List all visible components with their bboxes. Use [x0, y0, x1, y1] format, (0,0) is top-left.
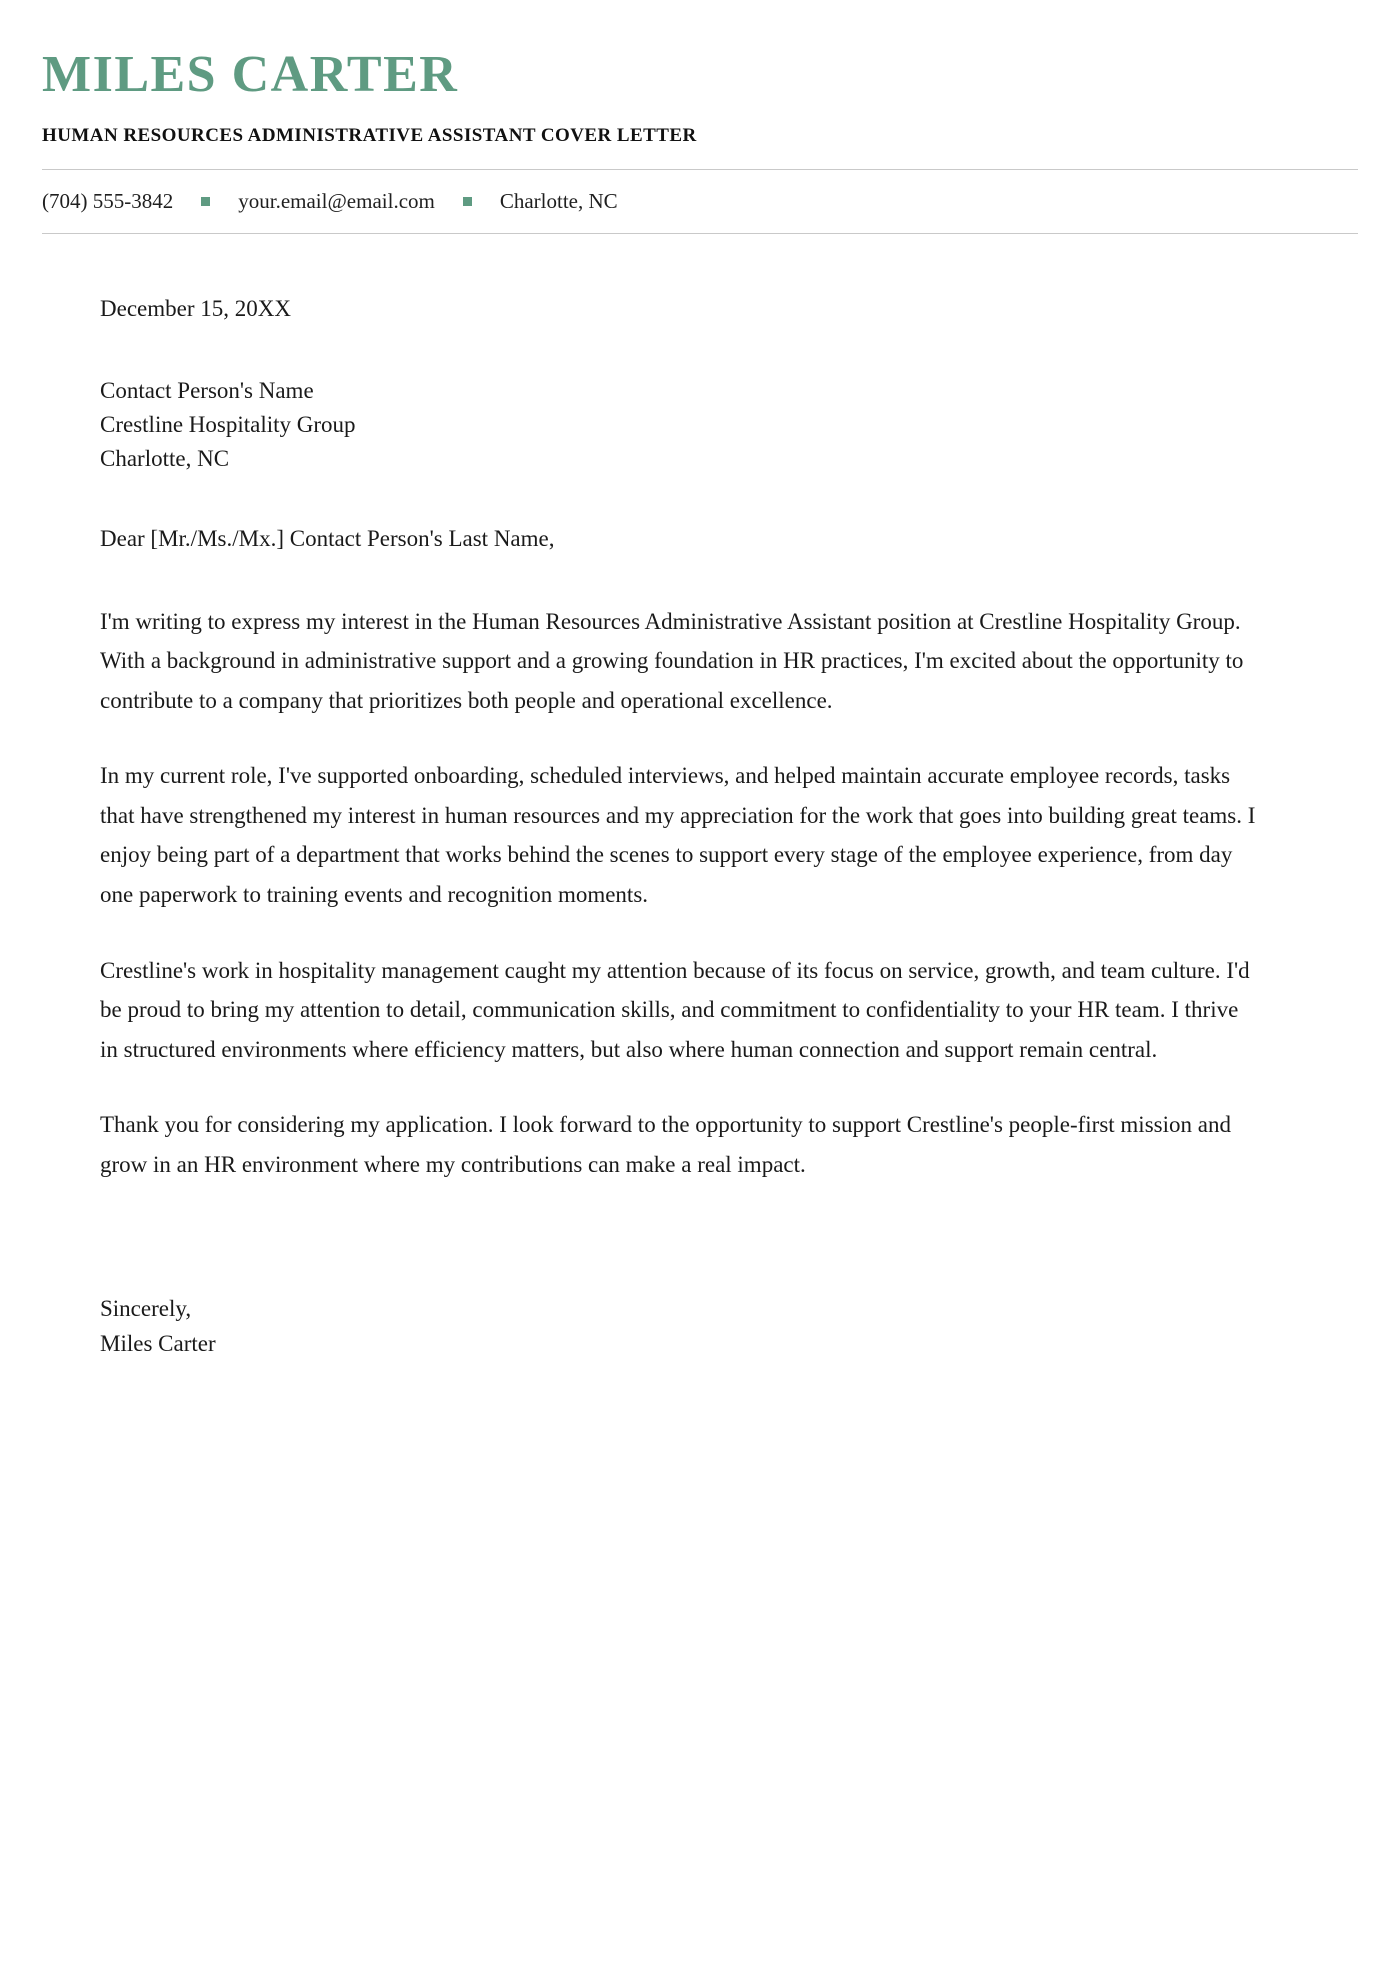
letter-header	[0, 0, 1400, 234]
recipient-location: Charlotte, NC	[100, 445, 230, 471]
letter-subtitle: HUMAN RESOURCES ADMINISTRATIVE ASSISTANT COVER LETTER	[42, 124, 697, 146]
date-block	[100, 292, 1260, 326]
letter-body	[0, 234, 1400, 1363]
closing-valediction: Sincerely,	[100, 1296, 192, 1322]
letter-date: December 15, 20XX	[100, 295, 291, 321]
body-paragraph: In my current role, I've supported onboarding, scheduled interviews, and helped maintain accurate employee records, tasks that have strengthened my interest in human resources and my appreciation for the work that goes into building great teams. I enjoy being part of a department that works behind the scenes to support every stage of the employee experience, from day one paperwork to training events and recognition moments.	[100, 763, 1256, 908]
recipient-company: Crestline Hospitality Group	[100, 411, 356, 437]
contact-email: your.email@email.com	[238, 188, 435, 213]
body-paragraph: I'm writing to express my interest in the Human Resources Administrative Assistant position at Crestline Hospitality Group. With a background in administrative support and a growing foundation in HR practices, I'm excited about the opportunity to contribute to a company that prioritizes both people and operational excellence.	[100, 608, 1244, 713]
contact-location: Charlotte, NC	[499, 188, 618, 213]
salutation: Dear [Mr./Ms./Mx.] Contact Person's Last Name,	[100, 525, 555, 551]
page-title: MILES CARTER	[42, 46, 459, 103]
salutation-block	[100, 522, 1260, 556]
square-separator-icon	[463, 197, 472, 206]
closing-signature: Miles Carter	[100, 1331, 216, 1357]
recipient-block	[100, 374, 1260, 476]
closing-block	[100, 1292, 1260, 1362]
square-separator-icon	[201, 197, 210, 206]
contact-row	[42, 170, 1358, 233]
body-paragraph: Thank you for considering my application. I look forward to the opportunity to support Crestline's people-first mission and grow in an HR environment where my contributions can make a real impact.	[100, 1112, 1231, 1177]
body-paragraph: Crestline's work in hospitality management caught my attention because of its focus on service, growth, and team culture. I'd be proud to bring my attention to detail, communication skills, and commitment to confidentiality to your HR team. I thrive in structured environments where efficiency matters, but also where human connection and support remain central.	[100, 957, 1250, 1062]
recipient-name: Contact Person's Name	[100, 377, 314, 403]
contact-phone: (704) 555-3842	[42, 188, 174, 213]
